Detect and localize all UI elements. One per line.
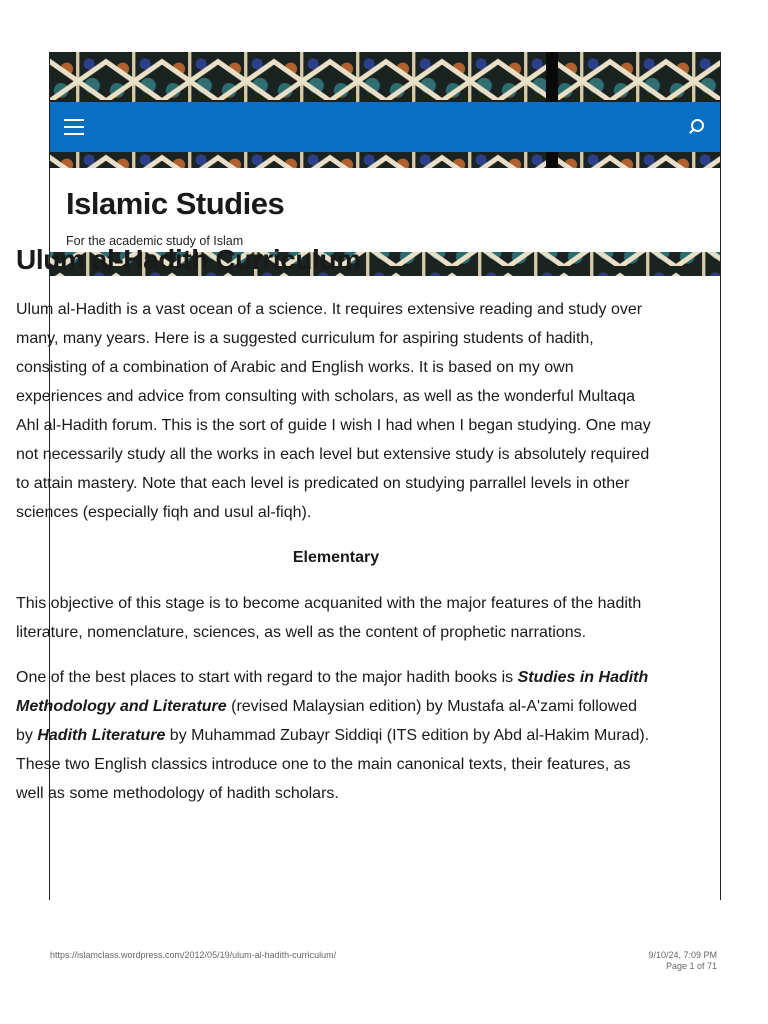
print-footer-url: https://islamclass.wordpress.com/2012/05/19/ulum-al-hadith-curriculum/ [50,950,337,960]
intro-paragraph: Ulum al-Hadith is a vast ocean of a science. It requires extensive reading and study over many, many years. Here is a suggested curriculum for aspiring students of hadith, consisting of a combination of Arabic and English works. It is based on my own experiences and advice from consulting with scholars, as well as the wonderful Multaqa Ahl al-Hadith forum. This is the sort of guide I wish I had when I began studying. One may not necessarily study all the works in each level but extensive study is absolutely required to attain mastery. Note that each level is predicated on studying parrallel levels in other sciences (especially fiqh and usul al-fiqh). [16,301,651,521]
navigation-bar [50,102,720,152]
book-title-studies-in-hadith: Studies in Hadith Methodology and Literature [16,669,649,715]
books-text-3: by Muhammad Zubayr Siddiqi (ITS edition by Abd al-Hakim Murad). These two English classics introduce one to the main canonical texts, their features, as well as some methodology of hadith scholars. [16,727,650,802]
section-heading-elementary: Elementary [292,549,380,566]
print-datetime: 9/10/24, 7:09 PM [648,950,717,960]
post-title: Ulum al-Hadith Curriculum [16,244,361,275]
site-header [50,168,720,252]
search-icon[interactable] [688,118,706,136]
site-tagline: For the academic study of Islam [66,234,244,248]
book-title-hadith-literature: Hadith Literature [37,727,166,744]
books-text-1: One of the best places to start with regard to the major hadith books is [16,669,518,686]
post-content [16,242,656,824]
print-page-number: Page 1 of 71 [665,961,717,971]
site-title[interactable]: Islamic Studies [66,186,285,221]
books-text-2: (revised Malaysian edition) by Mustafa al-A'zami followed by [16,698,638,744]
objective-paragraph: This objective of this stage is to become acquanited with the major features of the hadith literature, nomenclature, sciences, as well as the content of prophetic narrations. [16,595,642,641]
menu-icon[interactable] [64,119,84,135]
print-footer-meta [648,950,717,972]
books-paragraph [16,663,656,808]
